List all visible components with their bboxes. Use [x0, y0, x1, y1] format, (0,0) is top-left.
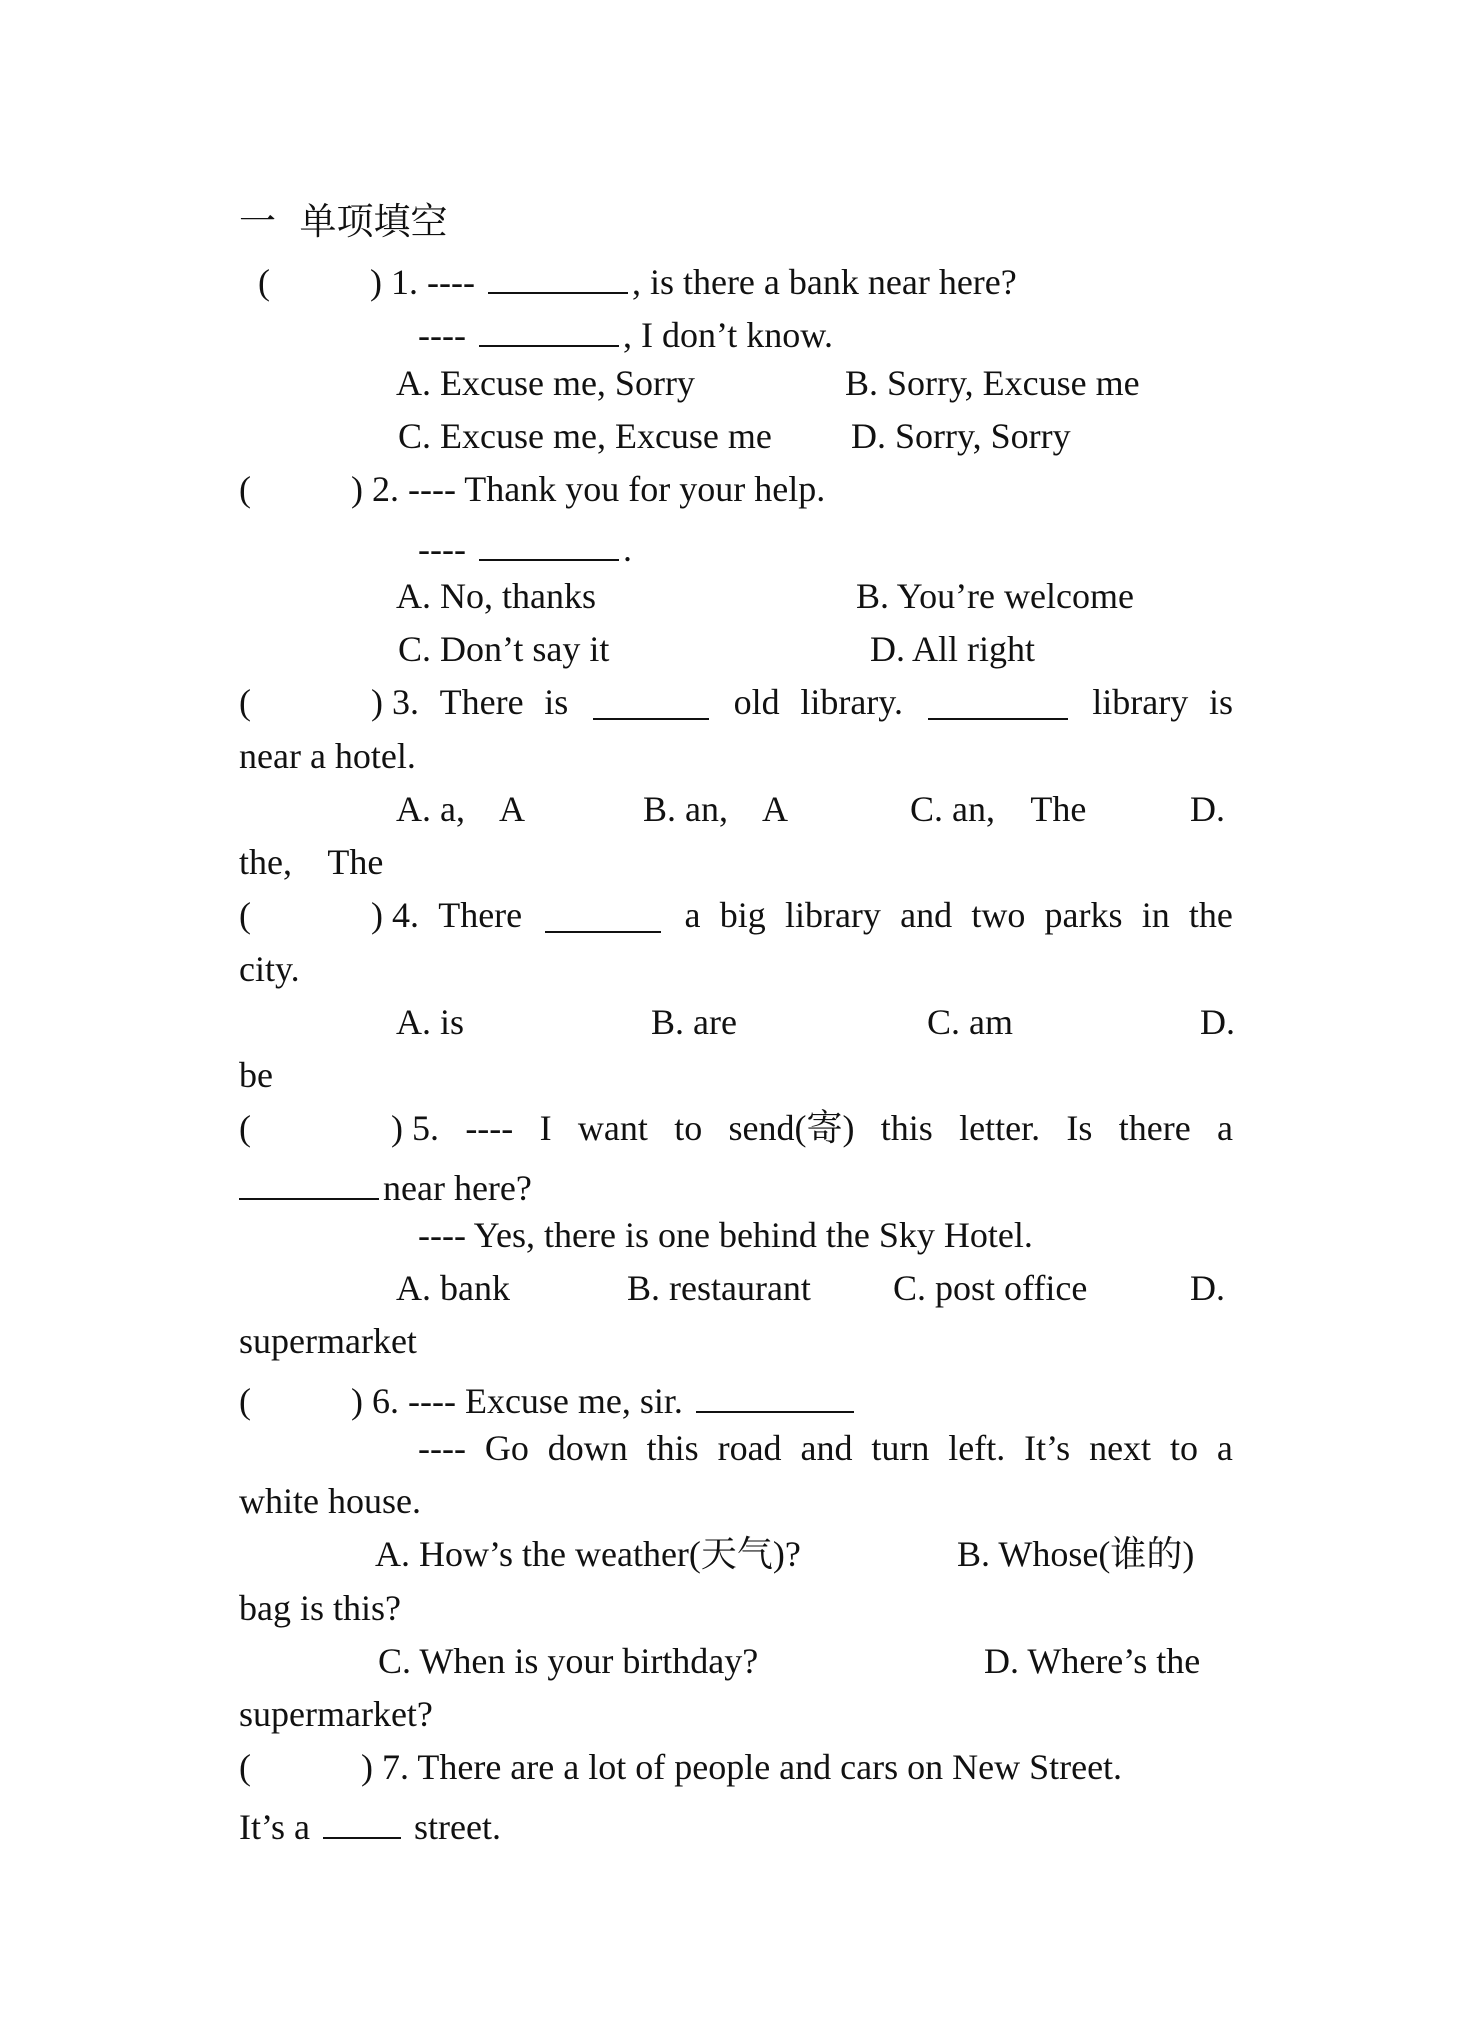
question-5-reply: ---- Yes, there is one behind the Sky Hotel.	[418, 1215, 1033, 1255]
option-d-continued: supermarket?	[239, 1694, 433, 1734]
option-b: B. an, A	[643, 789, 789, 829]
option-b-continued: bag is this?	[239, 1588, 401, 1628]
question-5-continued: near here?	[239, 1164, 532, 1206]
option-d: D. All right	[870, 629, 1036, 669]
option-c: C. post office	[893, 1268, 1088, 1308]
option-d-continued: supermarket	[239, 1321, 417, 1361]
question-number: 4.	[392, 895, 419, 935]
option-b: B. Sorry, Excuse me	[845, 363, 1140, 403]
answer-blank[interactable]	[545, 897, 661, 933]
option-d-continued: be	[239, 1055, 273, 1095]
question-4: ( ) 4. There a big library and two parks in the	[239, 895, 1233, 935]
option-d-continued: the, The	[239, 842, 384, 882]
option-c: C. Excuse me, Excuse me	[398, 416, 772, 456]
option-b: B. restaurant	[627, 1268, 811, 1308]
option-d: D.	[1200, 1002, 1235, 1042]
option-d: D.	[1190, 789, 1225, 829]
question-number: 1.	[391, 262, 418, 303]
question-5: ( ) 5. ---- I want to send(寄) this letter. Is there a	[239, 1108, 1233, 1148]
option-b: B. You’re welcome	[856, 576, 1134, 616]
option-a: A. Excuse me, Sorry	[396, 363, 695, 403]
question-number: 5.	[412, 1108, 439, 1148]
answer-blank[interactable]	[479, 525, 619, 561]
question-number: 7.	[382, 1747, 409, 1787]
question-number: 3.	[392, 682, 419, 722]
option-c: C. an, The	[910, 789, 1087, 829]
question-6-reply-continued: white house.	[239, 1481, 421, 1521]
option-a: A. How’s the weather(天气)?	[375, 1534, 801, 1574]
question-number: 6.	[372, 1381, 399, 1422]
option-a: A. No, thanks	[396, 576, 596, 616]
answer-blank[interactable]	[239, 1164, 379, 1200]
question-3: ( ) 3. There is old library. library is	[239, 682, 1233, 722]
question-4-continued: city.	[239, 949, 300, 989]
question-2-reply: ---- .	[418, 525, 632, 567]
option-a: A. is	[396, 1002, 465, 1042]
answer-blank[interactable]	[593, 684, 709, 720]
option-b: B. are	[651, 1002, 737, 1042]
answer-blank[interactable]	[488, 258, 628, 294]
question-6: ( ) 6. ---- Excuse me, sir.	[239, 1377, 858, 1419]
question-1-reply: ---- , I don’t know.	[418, 311, 833, 353]
option-d: D. Sorry, Sorry	[851, 416, 1071, 456]
answer-blank[interactable]	[323, 1803, 401, 1839]
question-number: 2.	[372, 469, 399, 509]
option-c: C. When is your birthday?	[378, 1641, 759, 1681]
option-d: D.	[1190, 1268, 1225, 1308]
option-c: C. am	[927, 1002, 1013, 1042]
question-2: ( ) 2. ---- Thank you for your help.	[239, 469, 826, 509]
option-c: C. Don’t say it	[398, 629, 610, 669]
question-1: ( ) 1. ---- , is there a bank near here?	[258, 258, 1017, 300]
option-a: A. a, A	[396, 789, 525, 829]
question-7-continued: It’s a street.	[239, 1803, 501, 1845]
answer-blank[interactable]	[479, 311, 619, 347]
option-b: B. Whose(谁的)	[957, 1534, 1195, 1574]
question-7: ( ) 7. There are a lot of people and cars on New Street.	[239, 1747, 1123, 1787]
option-a: A. bank	[396, 1268, 510, 1308]
answer-blank[interactable]	[696, 1377, 854, 1413]
section-title: 一 单项填空	[239, 200, 448, 243]
question-6-reply: ---- Go down this road and turn left. It’s next to a	[418, 1428, 1233, 1468]
option-d: D. Where’s the	[984, 1641, 1201, 1681]
question-3-continued: near a hotel.	[239, 736, 416, 776]
answer-blank[interactable]	[928, 684, 1068, 720]
